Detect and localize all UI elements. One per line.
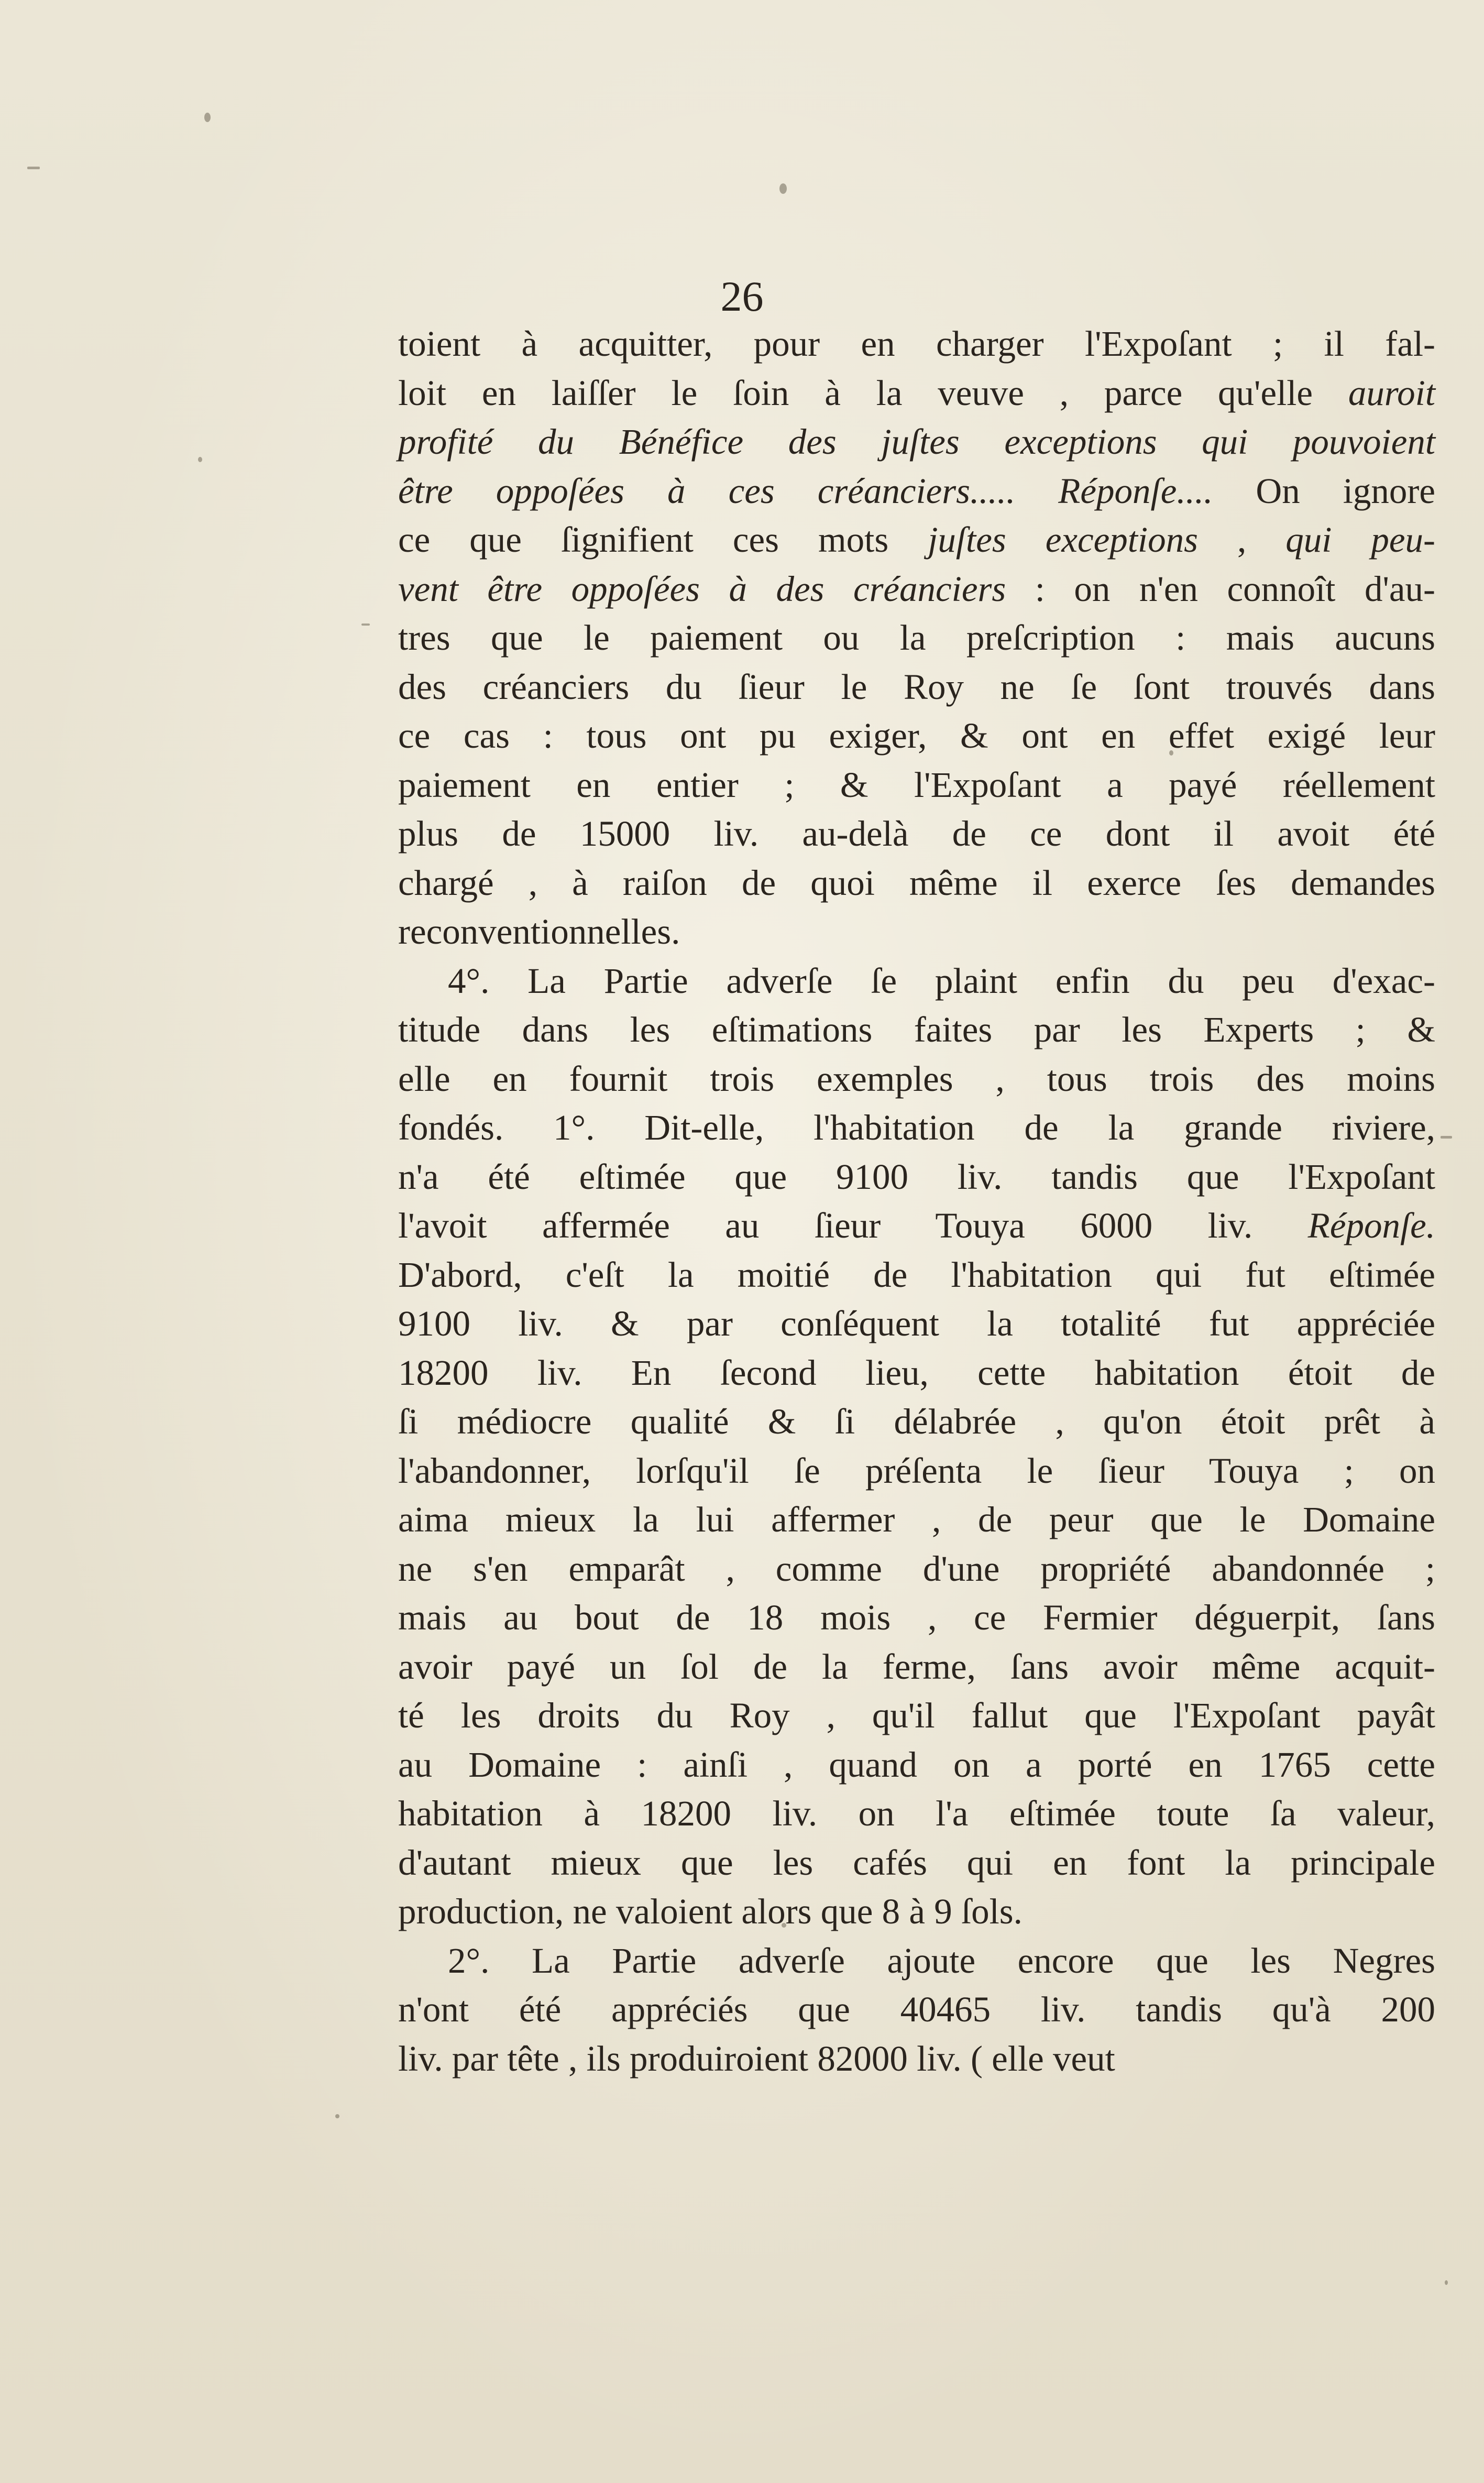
text-line xyxy=(398,957,1435,1006)
text-line xyxy=(398,1055,1435,1104)
text-line xyxy=(398,1447,1435,1496)
text-line xyxy=(398,1691,1435,1741)
text-run: des créanciers du ſieur le Roy ne ſe ſont trouvés dans xyxy=(398,666,1435,707)
text-run: plus de 15000 liv. au-delà de ce dont il avoit été xyxy=(398,814,1435,854)
text-run: 4°. La Partie adverſe ſe plaint enfin du peu d'exac- xyxy=(448,960,1435,1001)
paper-speck xyxy=(198,457,202,462)
text-run: ce que ſignifient ces mots xyxy=(398,520,928,560)
text-line xyxy=(398,1789,1435,1839)
text-run: titude dans les eſtimations faites par les Experts ; & xyxy=(398,1010,1435,1049)
paper-speck xyxy=(1441,1136,1452,1139)
text-run: chargé , à raiſon de quoi même il exerce ſes demandes xyxy=(398,862,1435,903)
text-run: liv. par tête , ils produiroient 82000 liv. ( elle veut xyxy=(398,2038,1115,2079)
italic-text: profité du Bénéfice des juſtes exceptions qui pouvoient xyxy=(398,422,1435,462)
text-line xyxy=(398,1741,1435,1790)
italic-text: vent être oppoſées à des créanciers xyxy=(398,568,1006,609)
text-line xyxy=(398,1005,1435,1055)
text-run: , xyxy=(1197,520,1286,560)
text-line xyxy=(398,1839,1435,1888)
text-line xyxy=(398,1153,1435,1202)
text-line xyxy=(398,614,1435,663)
body-text xyxy=(398,320,1435,2083)
text-line xyxy=(398,1349,1435,1398)
text-run: habitation à 18200 liv. on l'a eſtimée toute ſa valeur, xyxy=(398,1793,1435,1833)
text-line xyxy=(398,565,1435,614)
text-run: n'a été eſtimée que 9100 liv. tandis que l'Expoſant xyxy=(398,1156,1435,1197)
text-run: D'abord, c'eſt la moitié de l'habitation qui fut eſtimée xyxy=(398,1254,1435,1295)
text-run: reconventionnelles. xyxy=(398,912,680,951)
text-run: ce cas : tous ont pu exiger, & ont en effet exigé leur xyxy=(398,716,1435,756)
text-line xyxy=(398,2034,1435,2084)
text-line xyxy=(398,859,1435,908)
italic-text: Réponſe. xyxy=(1307,1206,1435,1245)
text-line xyxy=(398,712,1435,761)
text-run: n'ont été appréciés que 40465 liv. tandis qu'à 200 xyxy=(398,1989,1435,2029)
paper-speck xyxy=(1445,2280,1448,2285)
text-line xyxy=(398,761,1435,810)
text-run: elle en fournit trois exemples , tous trois des moins xyxy=(398,1058,1435,1099)
text-run: tres que le paiement ou la preſcription : mais aucuns xyxy=(398,618,1435,658)
text-line xyxy=(398,1299,1435,1349)
text-line xyxy=(398,1593,1435,1643)
text-run: l'abandonner, lorſqu'il ſe préſenta le ſieur Touya ; on xyxy=(398,1450,1435,1491)
text-line xyxy=(398,1887,1435,1937)
text-run: 9100 liv. & par conſéquent la totalité fut appréciée xyxy=(398,1304,1435,1343)
paper-speck xyxy=(204,113,211,122)
text-line xyxy=(398,1201,1435,1251)
text-run: aima mieux la lui affermer , de peur que le Domaine xyxy=(398,1500,1435,1539)
text-line xyxy=(398,320,1435,369)
italic-text: auroit xyxy=(1348,373,1435,413)
text-line xyxy=(398,1251,1435,1300)
text-run: : on n'en connoît d'au- xyxy=(1006,568,1435,609)
text-line xyxy=(398,516,1435,565)
text-run: mais au bout de 18 mois , ce Fermier déguerpit, ſans xyxy=(398,1598,1435,1637)
text-run: loit en laiſſer le ſoin à la veuve , parce qu'elle xyxy=(398,373,1348,413)
text-line xyxy=(398,418,1435,467)
text-line xyxy=(398,1103,1435,1153)
text-run: paiement en entier ; & l'Expoſant a payé réellement xyxy=(398,764,1435,805)
text-run: fondés. 1°. Dit-elle, l'habitation de la grande riviere, xyxy=(398,1108,1435,1147)
text-line xyxy=(398,369,1435,418)
paper-speck xyxy=(27,167,40,169)
text-line xyxy=(398,810,1435,859)
italic-text: qui peu- xyxy=(1285,520,1435,560)
paper-speck xyxy=(361,624,370,626)
text-run: toient à acquitter, pour en charger l'Expoſant ; il fal- xyxy=(398,324,1435,364)
paper-speck xyxy=(335,2114,339,2118)
text-line xyxy=(398,1545,1435,1594)
text-line xyxy=(398,1397,1435,1447)
text-run: au Domaine : ainſi , quand on a porté en 1765 cette xyxy=(398,1744,1435,1785)
text-line xyxy=(398,1937,1435,1986)
text-run: ne s'en emparât , comme d'une propriété abandonnée ; xyxy=(398,1548,1435,1589)
text-run: d'autant mieux que les cafés qui en font la principale xyxy=(398,1842,1435,1883)
text-run: production, ne valoient alors que 8 à 9 ſols. xyxy=(398,1891,1023,1931)
text-run: l'avoit affermée au ſieur Touya 6000 liv. xyxy=(398,1206,1308,1245)
text-run: té les droits du Roy , qu'il fallut que l'Expoſant payât xyxy=(398,1696,1435,1735)
text-line xyxy=(398,1643,1435,1692)
italic-text: être oppoſées à ces créanciers..... Réponſe.... xyxy=(398,471,1213,511)
page-number: 26 xyxy=(720,272,764,320)
text-run: 18200 liv. En ſecond lieu, cette habitation étoit de xyxy=(398,1352,1435,1393)
text-line xyxy=(398,1495,1435,1545)
text-line xyxy=(398,467,1435,516)
text-run: avoir payé un ſol de la ferme, ſans avoir même acquit- xyxy=(398,1646,1435,1687)
text-line xyxy=(398,663,1435,712)
italic-text: juſtes exceptions xyxy=(928,520,1198,560)
text-line xyxy=(398,1985,1435,2034)
text-run: On ignore xyxy=(1213,471,1436,511)
text-run: ſi médiocre qualité & ſi délabrée , qu'on étoit prêt à xyxy=(398,1402,1435,1441)
text-run: 2°. La Partie adverſe ajoute encore que les Negres xyxy=(448,1940,1435,1981)
paper-speck xyxy=(779,183,787,194)
text-line xyxy=(398,907,1435,957)
